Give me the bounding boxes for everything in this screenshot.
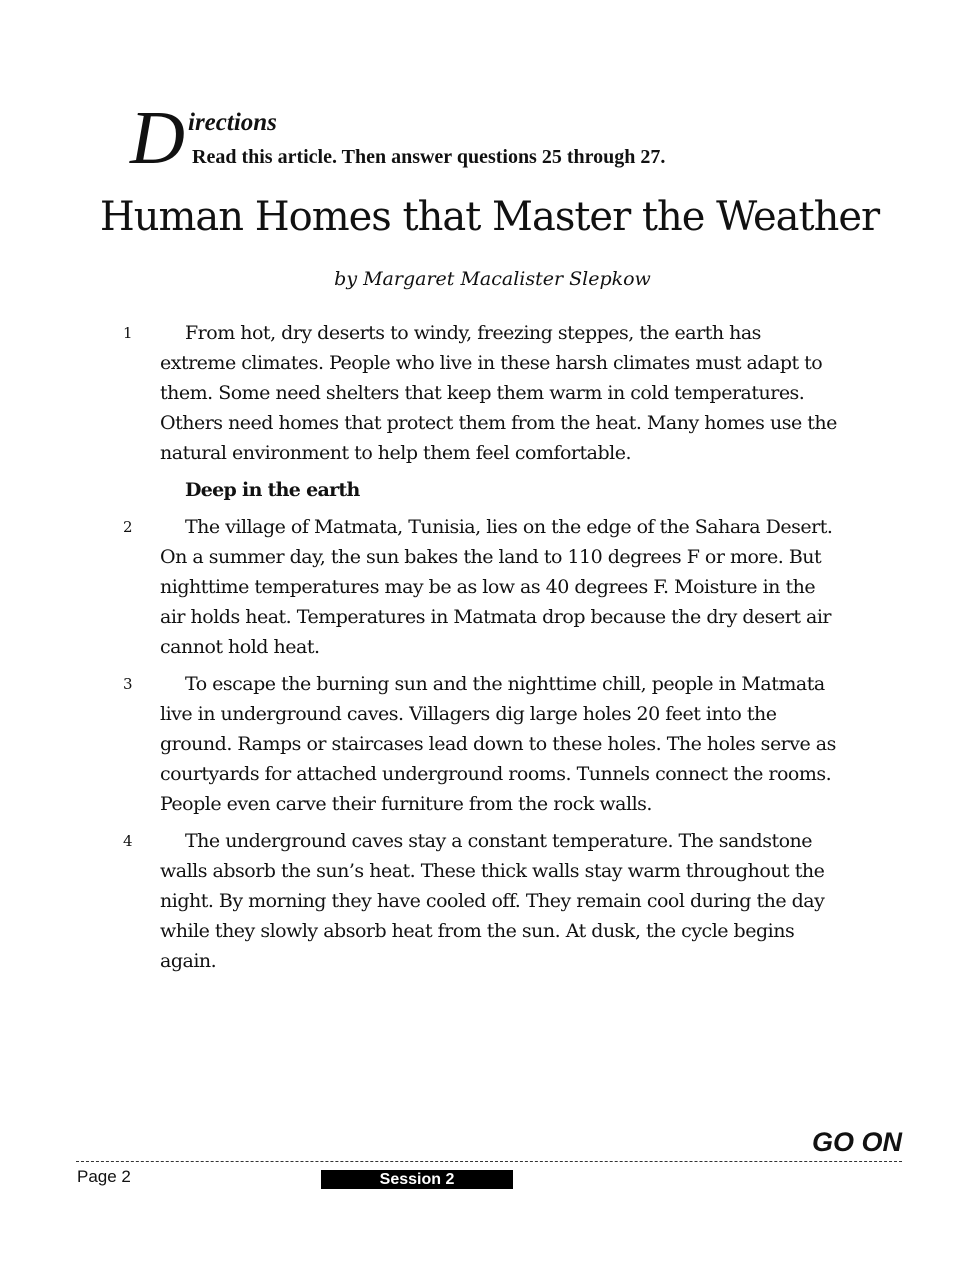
directions-instruction: Read this article. Then answer questions 25 through 27. xyxy=(192,146,666,168)
article-title: Human Homes that Master the Weather xyxy=(99,194,880,240)
paragraph-number: 4 xyxy=(123,832,133,850)
article-byline: by Margaret Macalister Slepkow xyxy=(334,268,651,290)
paragraph-4 xyxy=(123,826,840,976)
paragraph-number: 1 xyxy=(123,324,133,342)
page-number: Page 2 xyxy=(77,1167,131,1186)
go-on-label: GO ON xyxy=(811,1127,902,1157)
paragraph-text: The village of Matmata, Tunisia, lies on the edge of the Sahara Desert. On a summer day, the sun bakes the land to 110 degrees F or more. But nighttime temperatures may be as low as 40 degrees F. Moisture in the air holds heat. Temperatures in Matmata drop because the dry desert air cannot hold heat. xyxy=(160,516,833,658)
article-body xyxy=(123,318,840,983)
paragraph-text: The underground caves stay a constant temperature. The sandstone walls absorb the sun’s heat. These thick walls stay warm throughout the night. By morning they have cooled off. They remain cool during the day while they slowly absorb heat from the sun. At dusk, the cycle begins again. xyxy=(160,830,825,972)
directions-drop-cap: D xyxy=(130,96,185,180)
paragraph-2 xyxy=(123,512,840,662)
paragraph-1 xyxy=(123,318,840,468)
paragraph-text: To escape the burning sun and the nighttime chill, people in Matmata live in underground caves. Villagers dig large holes 20 feet into the ground. Ramps or staircases lead down to these holes. The holes serve as courtyards for attached underground rooms. Tunnels connect the rooms. People even carve their furniture from the rock walls. xyxy=(160,673,836,815)
footer-divider xyxy=(76,1161,902,1162)
paragraph-number: 3 xyxy=(123,675,133,693)
paragraph-text: From hot, dry deserts to windy, freezing steppes, the earth has extreme climates. People who live in these harsh climates must adapt to them. Some need shelters that keep them warm in cold temperatures. Others need homes that protect them from the heat. Many homes use the natural environment to help them feel comfortable. xyxy=(160,322,837,464)
section-subheading: Deep in the earth xyxy=(185,479,360,501)
directions-label: irections xyxy=(188,109,277,136)
directions-header xyxy=(130,96,890,180)
paragraph-number: 2 xyxy=(123,518,133,536)
paragraph-3 xyxy=(123,669,840,819)
session-badge: Session 2 xyxy=(321,1170,513,1189)
